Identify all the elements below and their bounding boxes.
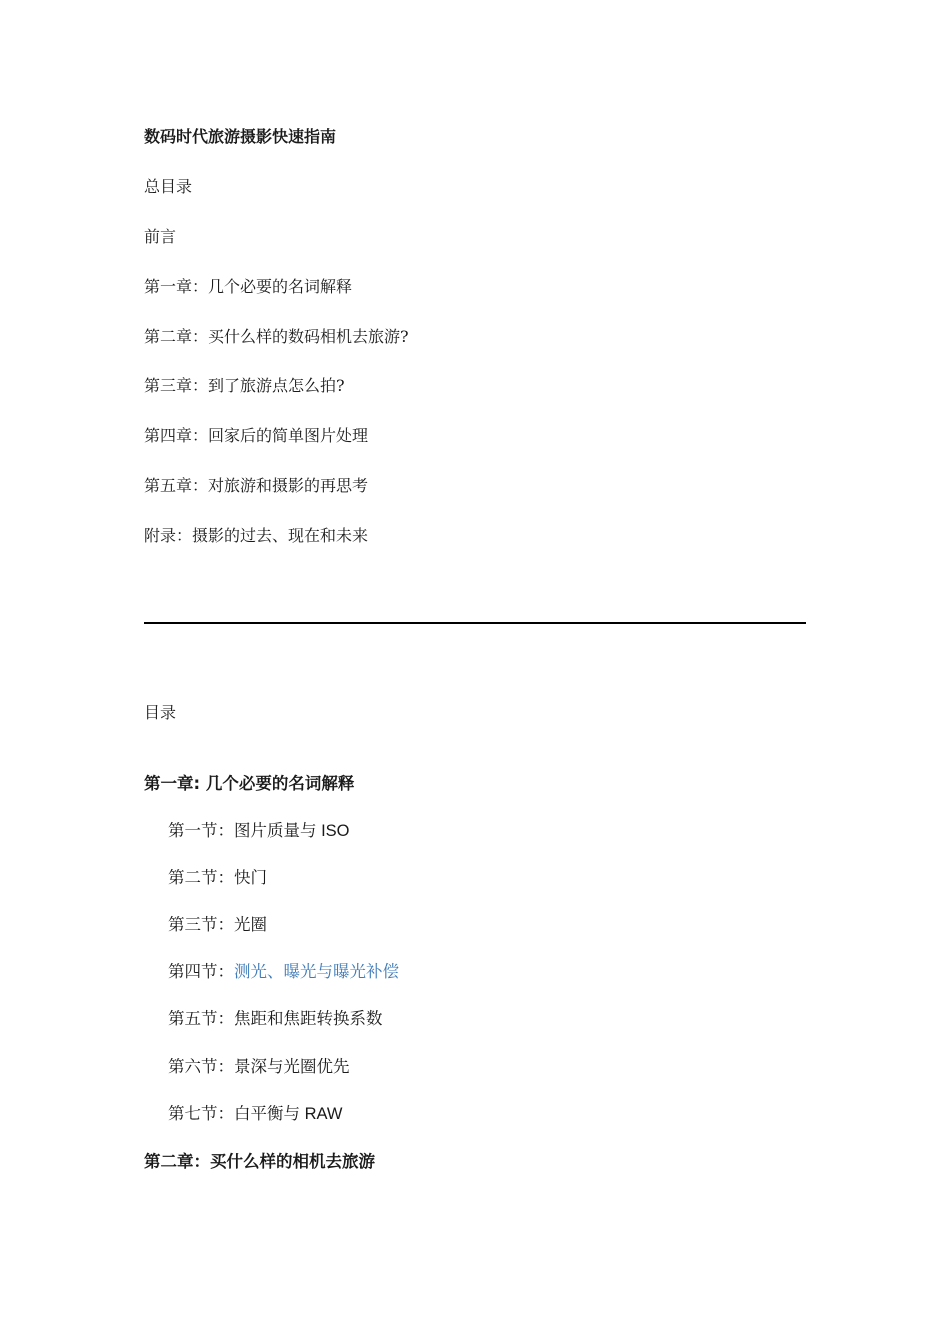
section-prefix: 第四节： (168, 962, 234, 981)
overview-item-chapter-5: 第五章：对旅游和摄影的再思考 (144, 476, 369, 495)
section-title: 光圈 (234, 915, 267, 934)
section-1-entry (168, 823, 350, 840)
section-3-entry (168, 917, 267, 934)
section-7-entry (168, 1106, 342, 1123)
section-prefix: 第一节： (168, 821, 234, 840)
overview-item-chapter-4: 第四章：回家后的简单图片处理 (144, 426, 369, 445)
chapter-2-heading: 第二章：买什么样的相机去旅游 (144, 1152, 375, 1171)
section-2-entry (168, 870, 267, 887)
overview-item-chapter-3: 第三章：到了旅游点怎么拍? (144, 376, 345, 395)
section-prefix: 第三节： (168, 915, 234, 934)
section-prefix: 第七节： (168, 1104, 234, 1123)
overview-item-appendix: 附录：摄影的过去、现在和未来 (144, 526, 369, 545)
section-prefix: 第二节： (168, 868, 234, 887)
section-4-link[interactable]: 测光、曝光与曝光补偿 (234, 962, 399, 981)
overview-heading: 总目录 (144, 177, 193, 196)
overview-item-preface: 前言 (144, 227, 177, 246)
section-6-entry (168, 1059, 350, 1076)
overview-item-chapter-2: 第二章：买什么样的数码相机去旅游? (144, 327, 409, 346)
chapter-1-heading: 第一章: 几个必要的名词解释 (144, 774, 355, 793)
overview-item-chapter-1: 第一章：几个必要的名词解释 (144, 277, 353, 296)
horizontal-divider (144, 622, 806, 624)
section-prefix: 第五节： (168, 1009, 234, 1028)
section-title: 快门 (234, 868, 267, 887)
section-5-entry (168, 1011, 383, 1028)
section-prefix: 第六节： (168, 1057, 234, 1076)
document-title: 数码时代旅游摄影快速指南 (144, 127, 337, 146)
section-title: 白平衡与 RAW (234, 1105, 343, 1123)
section-4-entry (168, 964, 399, 981)
contents-heading: 目录 (144, 703, 177, 722)
section-title: 焦距和焦距转换系数 (234, 1009, 383, 1028)
section-title: 景深与光圈优先 (234, 1057, 350, 1076)
section-title: 图片质量与 ISO (234, 822, 350, 840)
